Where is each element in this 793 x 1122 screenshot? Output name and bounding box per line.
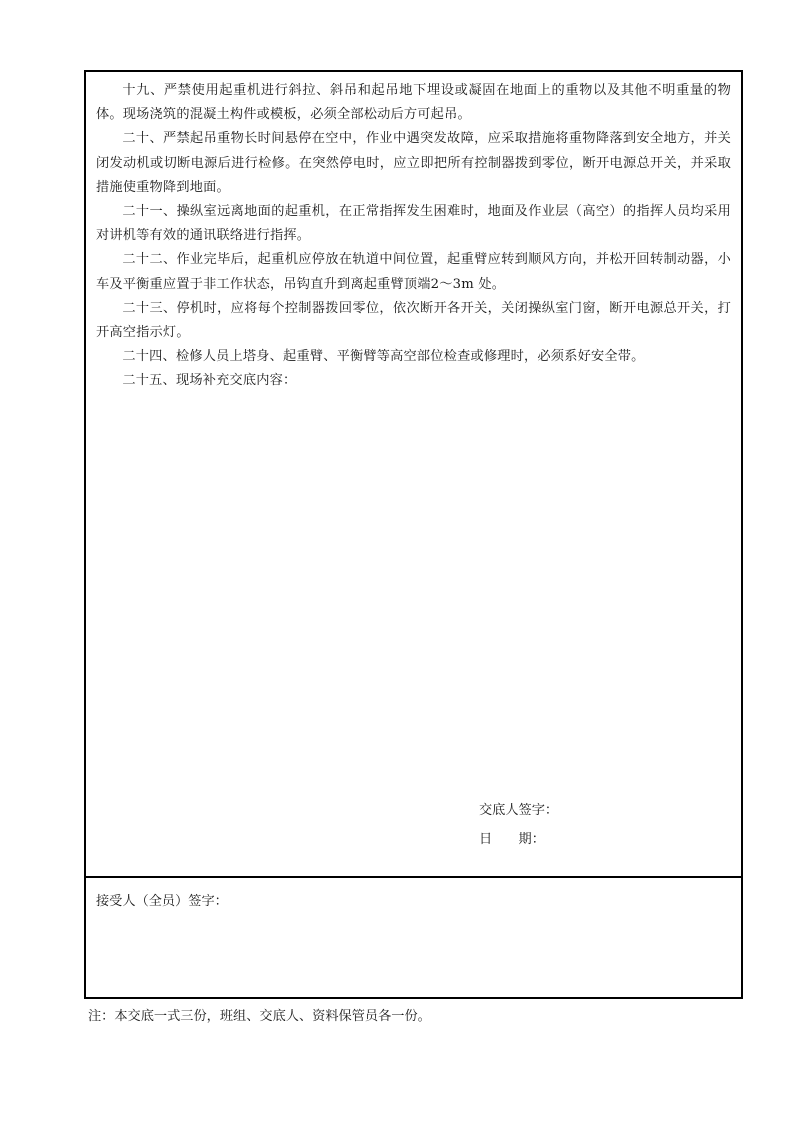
paragraph-23-number: 二十三、: [122, 300, 177, 316]
footer-note: 注：本交底一式三份，班组、交底人、资料保管员各一份。: [88, 1009, 431, 1024]
paragraph-22-text: 作业完毕后，起重机应停放在轨道中间位置，起重臂应转到顺风方向，并松开回转制动器，小车及平衡重应置于非工作状态，吊钩直升到离起重臂顶端2～3m 处。: [96, 252, 731, 292]
paragraph-25-number: 二十五、: [122, 373, 176, 389]
receiver-signature-label: 接受人（全员）签字：: [96, 894, 228, 909]
paragraph-24-number: 二十四、: [122, 349, 176, 365]
paragraph-list: [96, 79, 731, 394]
paragraph-23-text: 停机时，应将每个控制器拨回零位，依次断开各开关，关闭操纵室门窗，断开电源总开关，打开高空指示灯。: [96, 300, 731, 341]
paragraph-24: [96, 345, 731, 369]
briefing-content-cell: [86, 72, 741, 878]
paragraph-21: [96, 200, 731, 248]
paragraph-23: [96, 297, 731, 345]
paragraph-22: [96, 248, 731, 296]
presenter-signature-label: 交底人签字：: [479, 803, 559, 818]
paragraph-19-number: 十九、: [122, 83, 164, 98]
paragraph-22-number: 二十二、: [122, 252, 177, 268]
paragraph-25: [96, 369, 731, 393]
paragraph-20-number: 二十、: [122, 131, 163, 147]
date-label: 日 期：: [479, 831, 545, 847]
paragraph-21-number: 二十一、: [122, 204, 177, 220]
paragraph-19: [96, 79, 731, 127]
paragraph-20: [96, 127, 731, 200]
signature-block: [479, 797, 719, 854]
receiver-signature-cell: [86, 878, 741, 997]
paragraph-20-text: 严禁起吊重物长时间悬停在空中，作业中遇突发故障，应采取措施将重物降落到安全地方，并关闭发动机或切断电源后进行检修。在突然停电时，应立即把所有控制器拨到零位，断开电源总开关，并采取措施使重物降到地面。: [96, 131, 731, 195]
briefing-form-table: [84, 70, 743, 999]
paragraph-25-text: 现场补充交底内容：: [175, 373, 297, 389]
paragraph-21-text: 操纵室远离地面的起重机，在正常指挥发生困难时，地面及作业层（高空）的指挥人员均采用对讲机等有效的通讯联络进行指挥。: [96, 204, 731, 244]
paragraph-24-text: 检修人员上塔身、起重臂、平衡臂等高空部位检查或修理时，必须系好安全带。: [175, 349, 645, 365]
paragraph-19-text: 严禁使用起重机进行斜拉、斜吊和起吊地下埋设或凝固在地面上的重物以及其他不明重量的物体。现场浇筑的混凝土构件或模板，必须全部松动后方可起吊。: [96, 83, 731, 123]
